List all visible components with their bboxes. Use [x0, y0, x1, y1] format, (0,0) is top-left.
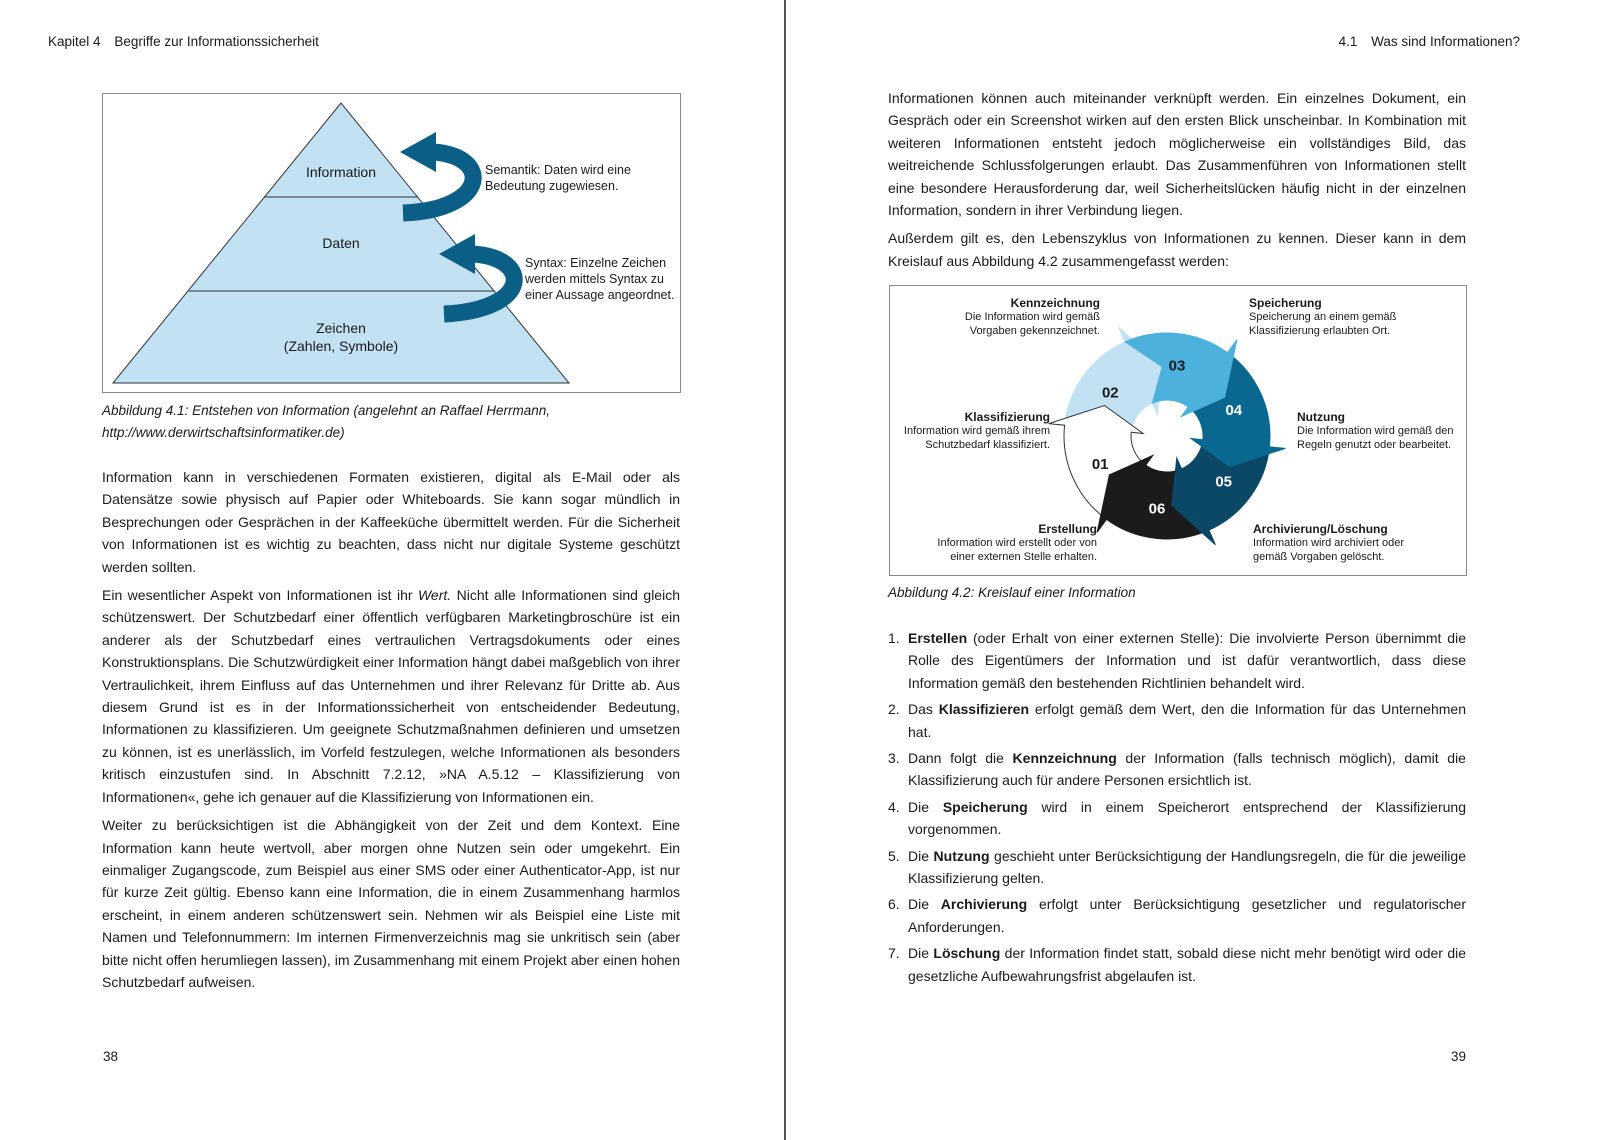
emphasis: Wert.: [417, 587, 452, 604]
semantik-line: Bedeutung zugewiesen.: [485, 179, 619, 193]
layer-zeichen-subtitle: (Zahlen, Symbole): [283, 338, 399, 354]
list-number: 5.: [888, 847, 900, 864]
step-desc: Regeln genutzt oder bearbeitet.: [1297, 439, 1452, 451]
layer-information: Information: [305, 164, 377, 180]
step-number-04: 04: [1225, 402, 1243, 419]
bold-term: Kennzeichnung: [1012, 750, 1117, 767]
list-item: [888, 747, 1466, 792]
figure-caption-4-2: Abbildung 4.2: Kreislauf einer Information: [888, 585, 1136, 600]
list-item: [888, 698, 1466, 743]
step-title: Erstellung: [1038, 522, 1097, 536]
bold-term: Archivierung: [940, 896, 1028, 913]
figure-caption-4-1: [102, 400, 550, 444]
list-number: 3.: [888, 750, 900, 767]
page-number-right: 39: [1450, 1049, 1466, 1064]
text: Die: [908, 798, 943, 815]
text: Nicht alle Informationen sind gleich schützenswert. Der Schutzbedarf einer öffentlich verfügbaren Marketingbroschüre ist ein anderer als der Schutzbedarf eines vertraulichen Vertragsdokuments oder eines Konstruktionsplans. Die Schutzwürdigkeit einer Information hängt dabei maßgeblich von ihrer Vertraulichkeit, ihrem Einfluss auf das Unternehmen und ihrer Relevanz für Dritte ab. Aus diesem Grund ist es in der Informationssicherheit von entscheidender Bedeutung, Informationen zu klassifizieren. Um geeignete Schutzmaßnahmen definieren und umsetzen zu können, ist es unerlässlich, im Vorfeld festzulegen, welche Informationen als besonders kritisch einzustufen sind. In Abschnitt 7.2.12, »NA A.5.12 – Klassifizierung von Informationen«, gehe ich genauer auf die Klassifizierung von Informationen ein.: [102, 587, 680, 805]
left-body-text: [102, 466, 680, 999]
step-desc: Information wird archiviert oder: [1253, 537, 1405, 549]
syntax-line: werden mittels Syntax zu: [525, 272, 664, 286]
text: Die: [908, 945, 934, 962]
list-item: [888, 845, 1466, 890]
layer-zeichen-title: Zeichen: [316, 320, 366, 336]
text: Das: [908, 701, 939, 718]
syntax-label: [525, 255, 674, 303]
step-desc: einer externen Stelle erhalten.: [950, 551, 1097, 563]
step-label-05: [1297, 410, 1454, 452]
step-desc: gemäß Vorgaben gelöscht.: [1253, 551, 1385, 563]
text: Die: [908, 847, 934, 864]
step-number-02: 02: [1101, 384, 1119, 402]
step-label-01: [937, 522, 1097, 564]
text: Die: [908, 896, 941, 913]
step-desc: Information wird erstellt oder von: [937, 537, 1097, 549]
list-number: 7.: [888, 945, 900, 962]
chapter-label: Kapitel 4: [48, 34, 101, 49]
text: (oder Erhalt von einer externen Stelle): Die involvierte Person übernimmt die Rolle des Eigentümers der Information und ist dafür verantwortlich, dass diese Information gemäß den bestehenden Richtlinien behandelt wird.: [908, 630, 1466, 691]
step-title: Archivierung/Löschung: [1253, 522, 1388, 536]
syntax-line: einer Aussage angeordnet.: [525, 288, 675, 302]
chapter-title: Begriffe zur Informationssicherheit: [114, 34, 319, 49]
list-item: [888, 893, 1466, 938]
syntax-line: Syntax: Einzelne Zeichen: [525, 256, 667, 270]
caption-line: Abbildung 4.1: Entstehen von Information (angelehnt an Raffael Herrmann,: [102, 403, 551, 418]
paragraph: Weiter zu berücksichtigen ist die Abhängigkeit von der Zeit und dem Kontext. Eine Information kann heute wertvoll, aber morgen ohne Nutzen sein oder umgekehrt. Ein einmaliger Zugangscode, zum Beispiel aus einer SMS oder einer Authenticator-App, ist nur für kurze Zeit gültig. Ebenso kann eine Information, die in einem Zusammenhang harmlos erscheint, in einem anderen schützenswert sein. Nehmen wir als Beispiel eine Liste mit Namen und Telefonnummern: Im internen Firmenverzeichnis mag sie unkritisch sein (aber bitte nicht offen herumliegen lassen), im Zusammenhang mit einem Projekt aber einen hohen Schutzbedarf aufweisen.: [102, 817, 680, 990]
text: erfolgt gemäß dem Wert, den die Information für das Unternehmen hat.: [908, 701, 1466, 740]
lifecycle-list: [888, 627, 1466, 991]
layer-daten: Daten: [322, 235, 360, 251]
right-intro-text: [888, 87, 1466, 278]
bold-term: Erstellen: [908, 630, 968, 646]
section-number: 4.1: [1338, 34, 1358, 49]
list-item: [888, 942, 1466, 987]
step-number-03: 03: [1168, 357, 1186, 375]
numbered-list: [888, 627, 1466, 987]
page-number-left: 38: [103, 1049, 119, 1064]
semantik-label: [485, 162, 631, 194]
step-number-06: 06: [1148, 500, 1166, 518]
list-item: [888, 796, 1466, 841]
step-label-04: [1249, 296, 1396, 338]
bold-term: Klassifizieren: [938, 701, 1029, 718]
text: Dann folgt die: [908, 750, 1013, 767]
figure-pyramid: [102, 93, 681, 393]
step-title: Speicherung: [1249, 296, 1322, 310]
step-desc: Information wird gemäß ihrem: [903, 425, 1050, 437]
text: der Information findet statt, sobald diese nicht mehr benötigt wird oder die gesetzliche Aufbewahrungsfrist abgelaufen ist.: [908, 945, 1467, 984]
step-desc: Speicherung an einem gemäß: [1249, 311, 1397, 323]
running-header-right: [1339, 34, 1520, 49]
text: erfolgt unter Berücksichtigung gesetzlicher und regulatorischer Anforderungen.: [908, 896, 1466, 935]
step-label-03: [965, 296, 1100, 338]
step-desc: Klassifizierung erlaubten Ort.: [1249, 325, 1391, 337]
list-number: 2.: [888, 701, 900, 718]
step-label-06: [1253, 522, 1404, 564]
list-number: 1.: [888, 630, 900, 646]
step-desc: Vorgaben gekennzeichnet.: [969, 325, 1100, 337]
list-item: [888, 627, 1466, 694]
figure-lifecycle: [889, 285, 1467, 576]
step-desc: Schutzbedarf klassifiziert.: [925, 439, 1050, 451]
paragraph: Informationen können auch miteinander verknüpft werden. Ein einzelnes Dokument, ein Gespräch oder ein Screenshot wirken auf den ersten Blick unscheinbar. In Kombination mit weiteren Informationen entsteht jedoch möglicherweise ein vollständiges Bild, das weitreichende Schlussfolgerungen erlaubt. Das Zusammenführen von Informationen stellt eine besondere Herausforderung dar, weil Sicherheitslücken häufig nicht in der einzelnen Information, sondern in ihrer Verbindung liegen.: [888, 90, 1466, 219]
semantik-line: Semantik: Daten wird eine: [485, 163, 631, 177]
step-title: Nutzung: [1297, 410, 1345, 424]
running-header-left: [48, 34, 319, 49]
paragraph: Außerdem gilt es, den Lebenszyklus von Informationen zu kennen. Dieser kann in dem Kreislauf aus Abbildung 4.2 zusammengefasst werden:: [888, 230, 1466, 269]
bold-term: Speicherung: [942, 798, 1028, 815]
list-number: 4.: [888, 798, 900, 815]
step-title: Klassifizierung: [964, 410, 1050, 424]
step-label-02: [904, 410, 1050, 452]
text: geschieht unter Berücksichtigung der Handlungsregeln, die für die jeweilige Klassifizierung gelten.: [908, 847, 1466, 887]
step-number-01: 01: [1091, 456, 1109, 473]
caption-line: http://www.derwirtschaftsinformatiker.de): [102, 425, 345, 440]
step-number-05: 05: [1215, 473, 1233, 491]
layer-zeichen: [261, 319, 421, 355]
step-desc: Die Information wird gemäß den: [1297, 425, 1454, 437]
bold-term: Nutzung: [933, 847, 990, 864]
paragraph: Information kann in verschiedenen Formaten existieren, digital als E-Mail oder als Datensätze sowie physisch auf Papier oder Whiteboards. Sie kann sogar mündlich in Besprechungen oder Gesprächen in der Kaffeeküche übermittelt werden. Für die Sicherheit von Informationen ist es wichtig zu beachten, dass nicht nur digitale Systeme geschützt werden sollten.: [102, 469, 680, 575]
text: der Information (falls technisch möglich), damit die Klassifizierung auch für andere Personen ersichtlich ist.: [908, 750, 1466, 789]
step-desc: Die Information wird gemäß: [964, 311, 1100, 323]
text: wird in einem Speicherort entsprechend der Klassifizierung vorgenommen.: [908, 798, 1466, 838]
page-gutter-divider: [784, 0, 786, 1140]
section-title: Was sind Informationen?: [1371, 34, 1520, 49]
step-title: Kennzeichnung: [1010, 296, 1100, 310]
list-number: 6.: [888, 896, 900, 913]
bold-term: Löschung: [933, 945, 1001, 962]
paragraph: [102, 584, 680, 808]
text: Ein wesentlicher Aspekt von Informationen ist ihr: [102, 587, 418, 604]
